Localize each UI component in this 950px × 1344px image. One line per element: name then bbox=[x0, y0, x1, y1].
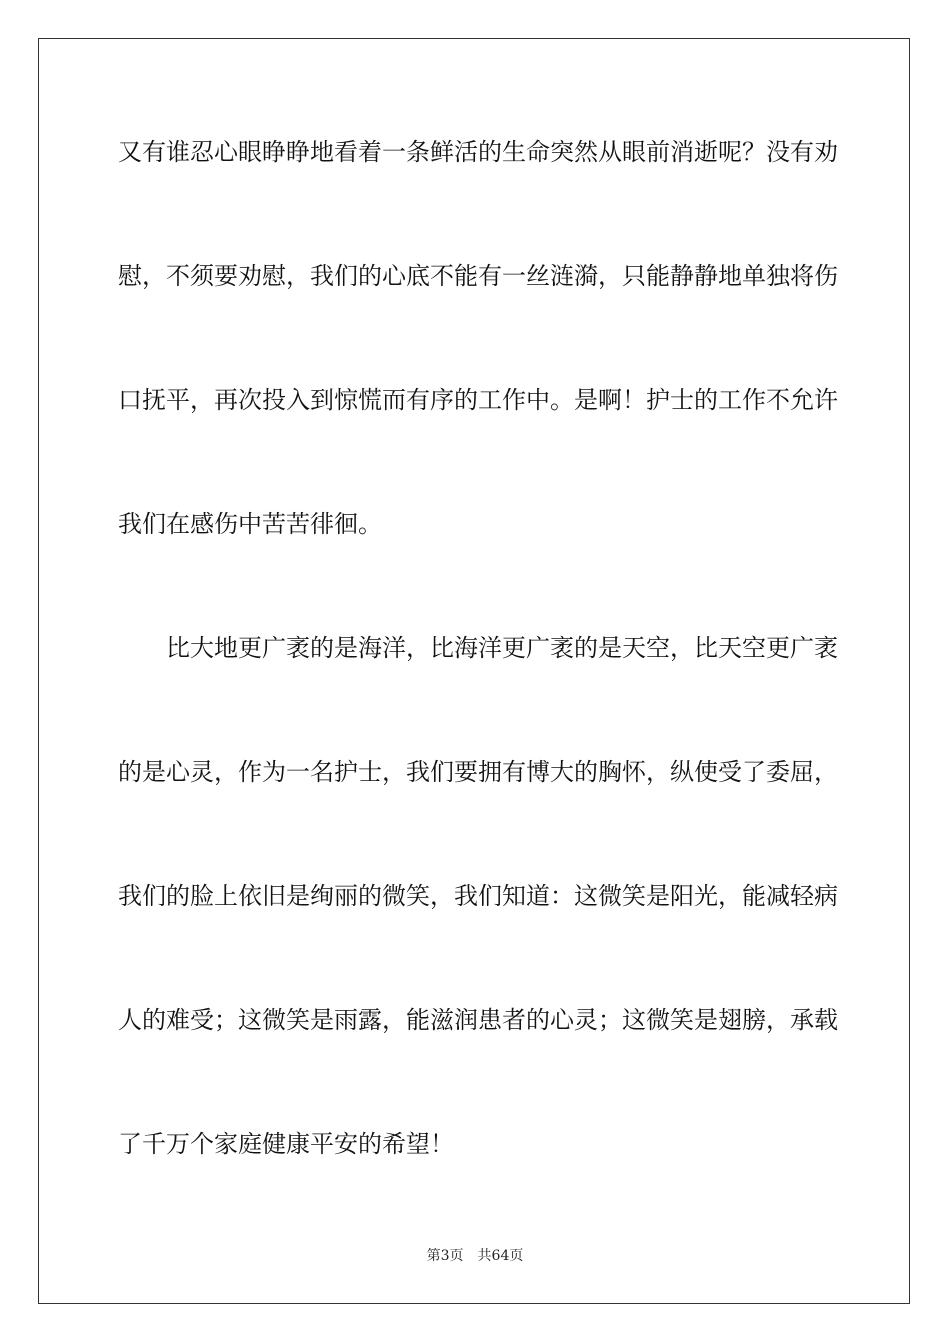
page-total: 共64页 bbox=[477, 1248, 524, 1264]
paragraph-line: 的是心灵，作为一名护士，我们要拥有博大的胸怀，纵使受了委屈， bbox=[118, 758, 838, 786]
paragraph-line: 慰，不须要劝慰，我们的心底不能有一丝涟漪，只能静静地单独将伤 bbox=[118, 262, 838, 290]
paragraph-line: 人的难受；这微笑是雨露，能滋润患者的心灵；这微笑是翅膀，承载 bbox=[118, 1006, 838, 1034]
paragraph-line: 了千万个家庭健康平安的希望！ bbox=[118, 1130, 454, 1158]
paragraph-line: 比大地更广袤的是海洋，比海洋更广袤的是天空，比天空更广袤 bbox=[118, 634, 838, 662]
page-footer bbox=[0, 1247, 950, 1265]
paragraph-line: 口抚平，再次投入到惊慌而有序的工作中。是啊！护士的工作不允许 bbox=[118, 386, 838, 414]
paragraph-line: 我们在感伤中苦苦徘徊。 bbox=[118, 510, 382, 538]
page-number: 第3页 bbox=[426, 1248, 464, 1264]
paragraph-line: 又有谁忍心眼睁睁地看着一条鲜活的生命突然从眼前消逝呢？没有劝 bbox=[118, 138, 838, 166]
page-border bbox=[38, 38, 910, 1304]
paragraph-line: 我们的脸上依旧是绚丽的微笑，我们知道：这微笑是阳光，能减轻病 bbox=[118, 882, 838, 910]
